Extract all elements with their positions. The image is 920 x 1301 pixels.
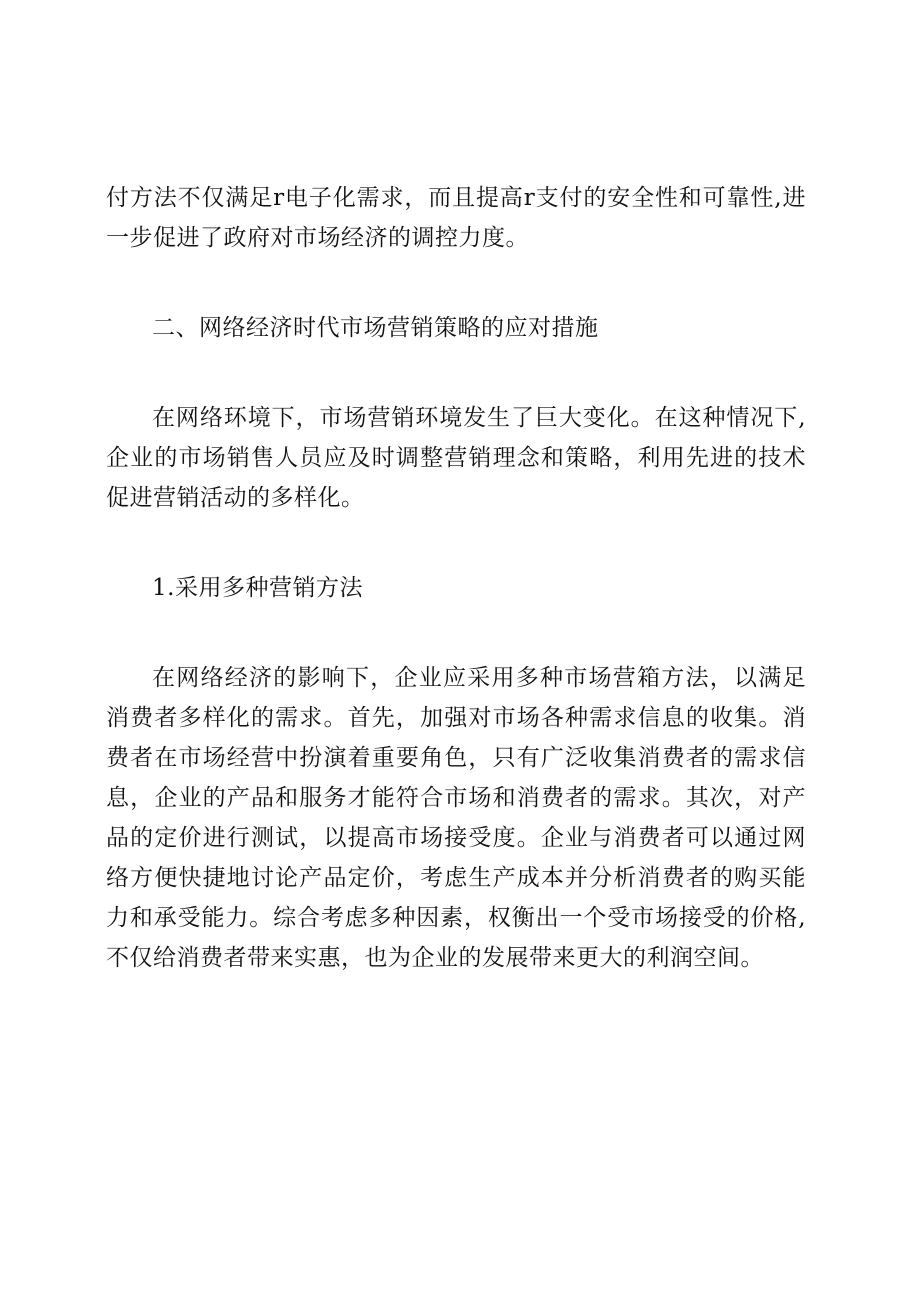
subsection-heading: 1.采用多种营销方法 <box>152 575 363 601</box>
continuation-paragraph: 付方法不仅满足r电子化需求，而且提高r支付的安全性和可靠性,进一步促进了政府对市场经济的调控力度。 <box>106 185 806 251</box>
body-paragraph: 在网络经济的影响下，企业应采用多种市场营箱方法，以满足消费者多样化的需求。首先，加强对市场各种需求信息的收集。消费者在市场经营中扮演着重要角色，只有广泛收集消费者的需求信息，企业的产品和服务才能符合市场和消费者的需求。其次，对产品的定价进行测试，以提高市场接受度。企业与消费者可以通过网络方便快捷地讨论产品定价，考虑生产成本并分析消费者的购买能力和承受能力。综合考虑多种因素，权衡出一个受市场接受的价格,不仅给消费者带来实惠，也为企业的发展带来更大的利润空间。 <box>106 665 806 971</box>
section-heading: 二、网络经济时代市场营销策略的应对措施 <box>152 315 599 341</box>
document-body <box>106 178 806 1028</box>
body-paragraph: 在网络环境下，市场营销环境发生了巨大变化。在这种情况下,企业的市场销售人员应及时调整营销理念和策略，利用先进的技术促进营销活动的多样化。 <box>106 405 806 511</box>
